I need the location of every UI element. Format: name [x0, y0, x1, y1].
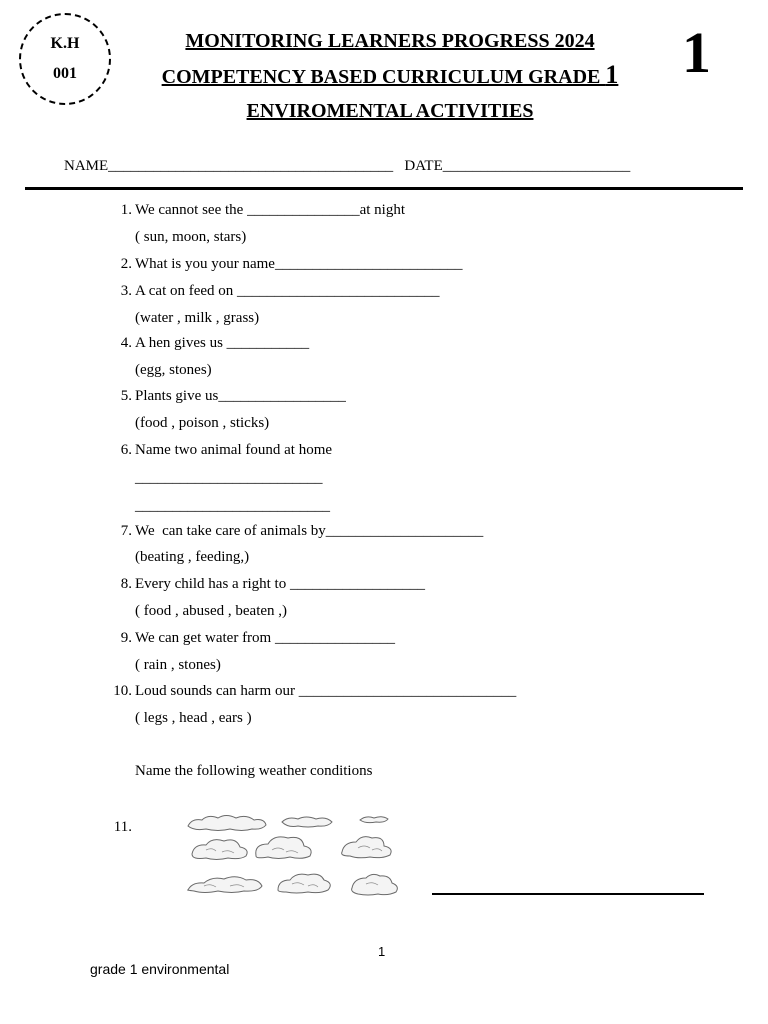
page-footer-number: 1 [378, 944, 386, 959]
question-text: We can take care of animals by_____________________ [135, 523, 484, 539]
clouds-illustration-icon [182, 810, 414, 906]
question-text: A hen gives us ___________ [135, 335, 310, 351]
answer-blank[interactable]: _________________________ [135, 470, 323, 486]
question-text: Plants give us_________________ [135, 388, 346, 404]
question-number: 9. [120, 630, 132, 646]
question-options: ( sun, moon, stars) [135, 229, 247, 245]
question-options: ( legs , head , ears ) [135, 710, 252, 726]
question-text: Name two animal found at home [135, 442, 333, 458]
stamp-code: K.H [50, 35, 80, 52]
header-title: MONITORING LEARNERS PROGRESS 2024 [185, 30, 595, 52]
question-number: 1. [120, 202, 132, 218]
document-header [120, 24, 660, 128]
question-options: (beating , feeding,) [135, 549, 250, 565]
question-number: 5. [120, 388, 132, 404]
question-options: ( rain , stones) [135, 657, 221, 673]
question-number: 2. [120, 256, 132, 272]
header-subtitle [120, 58, 660, 94]
question-text: We cannot see the _______________at night [135, 202, 405, 218]
page-number-large: 1 [682, 20, 711, 85]
school-stamp [19, 13, 111, 105]
question-text: Every child has a right to __________________ [135, 576, 425, 592]
question-text: What is you your name_________________________ [135, 256, 463, 272]
question-number: 11. [113, 819, 132, 835]
question-number: 4. [120, 335, 132, 351]
header-subtitle-text: COMPETENCY BASED CURRICULUM GRADE [161, 66, 606, 88]
header-grade: 1 [605, 60, 619, 89]
weather-heading: Name the following weather conditions [135, 763, 373, 779]
question-number: 10. [113, 683, 132, 699]
footer-text: grade 1 environmental [90, 961, 230, 977]
question-number: 6. [120, 442, 132, 458]
divider [25, 187, 743, 190]
question-options: (food , poison , sticks) [135, 415, 270, 431]
stamp-number: 001 [53, 65, 77, 82]
question-number: 8. [120, 576, 132, 592]
answer-blank[interactable]: __________________________ [135, 498, 330, 514]
question-text: Loud sounds can harm our _____________________________ [135, 683, 517, 699]
question-options: ( food , abused , beaten ,) [135, 603, 288, 619]
answer-line[interactable] [432, 893, 704, 895]
question-text: A cat on feed on ___________________________ [135, 283, 440, 299]
question-options: (water , milk , grass) [135, 310, 260, 326]
name-date-field[interactable]: NAME______________________________________ DATE_________________________ [64, 158, 631, 174]
question-number: 3. [120, 283, 132, 299]
question-number: 7. [120, 523, 132, 539]
question-options: (egg, stones) [135, 362, 212, 378]
header-subject: ENVIROMENTAL ACTIVITIES [246, 100, 534, 122]
question-text: We can get water from ________________ [135, 630, 395, 646]
